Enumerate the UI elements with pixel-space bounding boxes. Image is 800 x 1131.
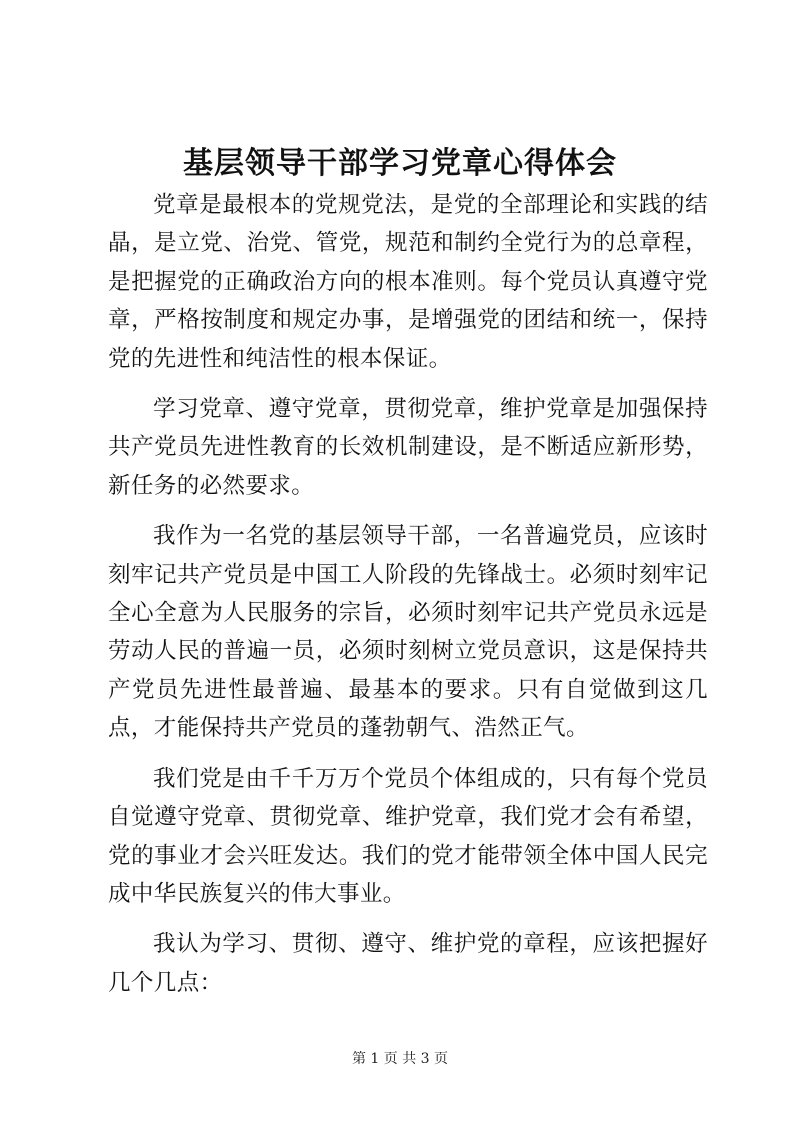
document-body <box>108 186 708 1014</box>
paragraph: 我们党是由千千万万个党员个体组成的，只有每个党员自觉遵守党章、贯彻党章、维护党章，我们党才会有希望，党的事业才会兴旺发达。我们的党才能带领全体中国人民完成中华民族复兴的伟大事业。 <box>108 765 708 907</box>
paragraph: 学习党章、遵守党章，贯彻党章，维护党章是加强保持共产党员先进性教育的长效机制建设，是不断适应新形势，新任务的必然要求。 <box>108 396 708 499</box>
paragraph: 党章是最根本的党规党法，是党的全部理论和实践的结晶，是立党、治党、管党，规范和制约全党行为的总章程，是把握党的正确政治方向的根本准则。每个党员认真遵守党章，严格按制度和规定办事，是增强党的团结和统一，保持党的先进性和纯洁性的根本保证。 <box>108 192 708 372</box>
paragraph: 我认为学习、贯彻、遵守、维护党的章程，应该把握好几个几点： <box>108 931 708 996</box>
document-title: 基层领导干部学习党章心得体会 <box>183 146 617 181</box>
paragraph: 我作为一名党的基层领导干部，一名普遍党员，应该时刻牢记共产党员是中国工人阶段的先锋战士。必须时刻牢记全心全意为人民服务的宗旨，必须时刻牢记共产党员永远是劳动人民的普遍一员，必须时刻树立党员意识，这是保持共产党员先进性最普遍、最基本的要求。只有自觉做到这几点，才能保持共产党员的蓬勃朝气、浩然正气。 <box>108 523 708 742</box>
page-footer: 第 1 页 共 3 页 <box>351 1051 449 1067</box>
